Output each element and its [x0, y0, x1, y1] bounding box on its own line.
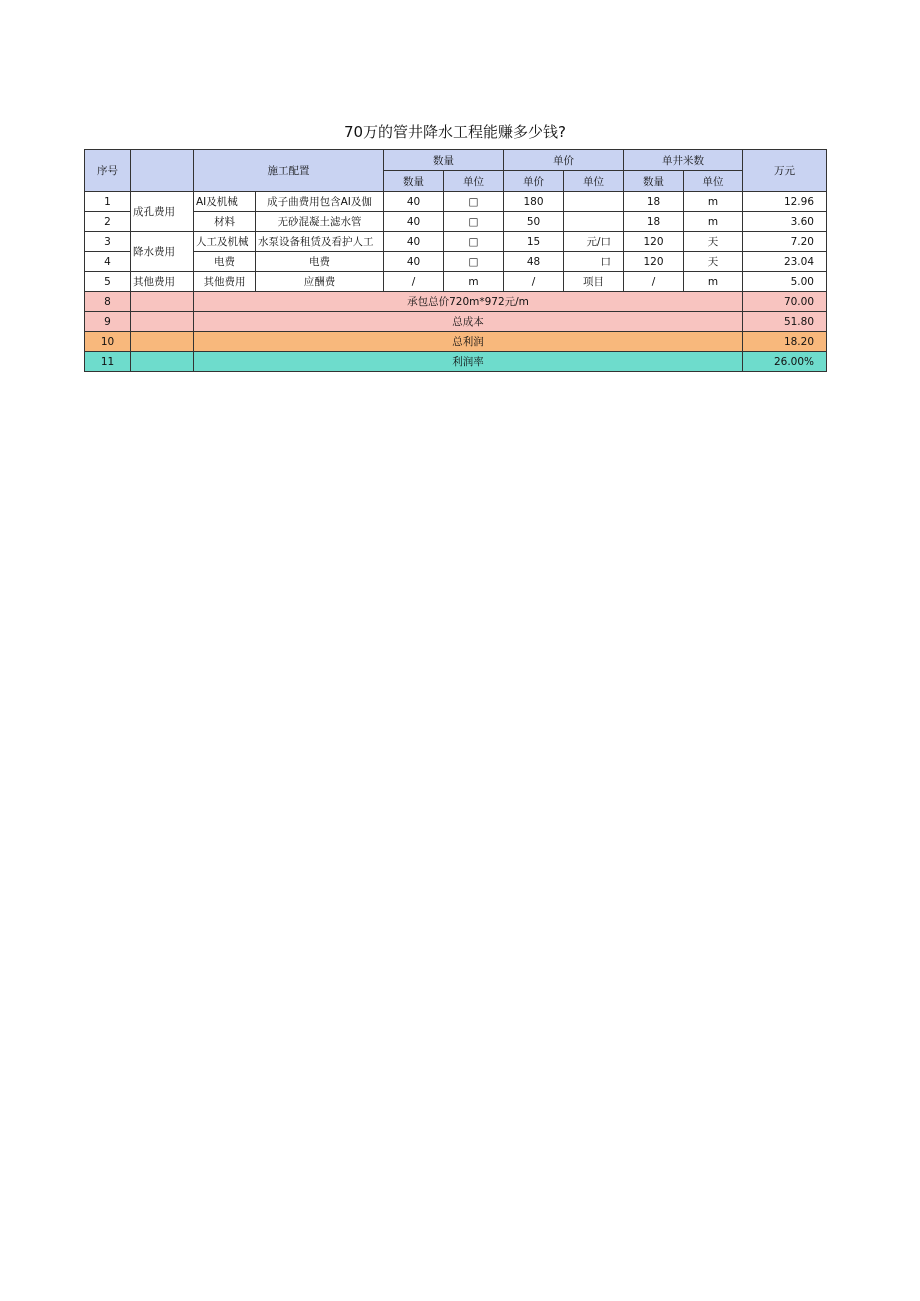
cell-amount: 7.20	[743, 232, 827, 252]
header-qty: 数量	[384, 171, 444, 192]
cell-qty-unit: □	[444, 252, 504, 272]
cell-seq: 3	[85, 232, 131, 252]
cell-meter-qty: 18	[624, 212, 684, 232]
header-price-unit: 单位	[564, 171, 624, 192]
cell-qty: 40	[384, 252, 444, 272]
cell-type: 电费	[194, 252, 256, 272]
summary-label: 总成本	[194, 312, 743, 332]
cell-price: 15	[504, 232, 564, 252]
summary-row-margin	[85, 352, 827, 372]
cell-price-unit: 元/口	[564, 232, 624, 252]
table-row	[85, 212, 827, 232]
cell-type: 材料	[194, 212, 256, 232]
header-meter-group: 单井米数	[624, 150, 743, 171]
cell-price-unit	[564, 212, 624, 232]
cell-meter-unit: 天	[684, 252, 743, 272]
summary-label: 总利润	[194, 332, 743, 352]
cell-seq: 2	[85, 212, 131, 232]
summary-row-profit	[85, 332, 827, 352]
cell-qty: 40	[384, 232, 444, 252]
cell-price-unit	[564, 192, 624, 212]
cell-qty-unit: □	[444, 192, 504, 212]
cell-type: 人工及机械	[194, 232, 256, 252]
cell-qty-unit: □	[444, 212, 504, 232]
cell-item: 成子曲费用包含AI及伽	[256, 192, 384, 212]
cell-seq: 4	[85, 252, 131, 272]
cell-type: AI及机械	[194, 192, 256, 212]
cell-meter-unit: m	[684, 192, 743, 212]
cell-item: 应酬费	[256, 272, 384, 292]
table-row	[85, 192, 827, 212]
table-row	[85, 252, 827, 272]
cell-blank	[131, 292, 194, 312]
header-config: 施工配置	[194, 150, 384, 192]
cell-seq: 1	[85, 192, 131, 212]
summary-amount: 26.00%	[743, 352, 827, 372]
cell-item: 无砂混凝土滤水管	[256, 212, 384, 232]
cell-blank	[131, 352, 194, 372]
cell-seq: 9	[85, 312, 131, 332]
group-dewater: 降水费用	[131, 232, 194, 272]
cell-amount: 23.04	[743, 252, 827, 272]
cell-meter-qty: 120	[624, 252, 684, 272]
table-row	[85, 272, 827, 292]
cell-qty: /	[384, 272, 444, 292]
cell-qty: 40	[384, 212, 444, 232]
cell-qty-unit: m	[444, 272, 504, 292]
cell-seq: 8	[85, 292, 131, 312]
cell-price: 50	[504, 212, 564, 232]
cell-price-unit: 口	[564, 252, 624, 272]
header-price: 单价	[504, 171, 564, 192]
cell-type: 其他费用	[194, 272, 256, 292]
header-price-group: 单价	[504, 150, 624, 171]
group-other: 其他费用	[131, 272, 194, 292]
header-qty-group: 数量	[384, 150, 504, 171]
cell-meter-qty: 120	[624, 232, 684, 252]
cell-meter-unit: 天	[684, 232, 743, 252]
header-meter-qty: 数量	[624, 171, 684, 192]
group-drill: 成孔费用	[131, 192, 194, 232]
header-qty-unit: 单位	[444, 171, 504, 192]
cell-price-unit: 项目	[564, 272, 624, 292]
cell-price: /	[504, 272, 564, 292]
cell-amount: 12.96	[743, 192, 827, 212]
header-blank	[131, 150, 194, 192]
cell-meter-unit: m	[684, 272, 743, 292]
cell-item: 电费	[256, 252, 384, 272]
cell-item: 水泵设备租赁及看护人工	[256, 232, 384, 252]
cell-seq: 5	[85, 272, 131, 292]
page-title: 70万的管井降水工程能赚多少钱?	[343, 123, 567, 141]
summary-label: 利润率	[194, 352, 743, 372]
cell-meter-unit: m	[684, 212, 743, 232]
cell-blank	[131, 332, 194, 352]
header-row-top	[85, 150, 827, 171]
cell-seq: 10	[85, 332, 131, 352]
cell-blank	[131, 312, 194, 332]
cost-table	[84, 149, 827, 372]
cell-price: 48	[504, 252, 564, 272]
summary-amount: 51.80	[743, 312, 827, 332]
cell-meter-qty: /	[624, 272, 684, 292]
summary-label: 承包总价720m*972元/m	[194, 292, 743, 312]
header-seq: 序号	[85, 150, 131, 192]
summary-amount: 18.20	[743, 332, 827, 352]
cell-meter-qty: 18	[624, 192, 684, 212]
cell-qty-unit: □	[444, 232, 504, 252]
header-meter-unit: 单位	[684, 171, 743, 192]
summary-row-cost	[85, 312, 827, 332]
cell-amount: 5.00	[743, 272, 827, 292]
header-amount: 万元	[743, 150, 827, 192]
cell-qty: 40	[384, 192, 444, 212]
summary-row-contract	[85, 292, 827, 312]
summary-amount: 70.00	[743, 292, 827, 312]
table-row	[85, 232, 827, 252]
cell-seq: 11	[85, 352, 131, 372]
cell-price: 180	[504, 192, 564, 212]
cell-amount: 3.60	[743, 212, 827, 232]
